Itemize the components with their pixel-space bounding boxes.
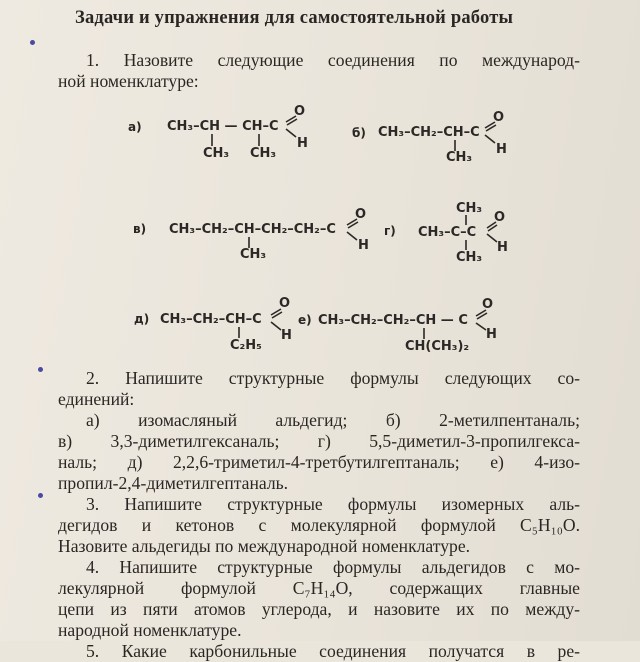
structure-b-label: б): [352, 126, 366, 140]
structure-e-substituent: CH(CH₃)₂: [405, 339, 470, 354]
task-4-line: 4. Напишите структурные формулы альдегидов с мо-: [86, 557, 580, 577]
structure-v-substituent: CH₃: [240, 247, 267, 262]
structure-b-substituent: CH₃: [446, 150, 473, 165]
structure-a-label: а): [128, 120, 142, 134]
structure-v-oxygen: O: [355, 207, 367, 222]
structure-b-main-chain: CH₃–CH₂–CH–C: [378, 125, 480, 140]
task-3-line: 3. Напишите структурные формулы изомерных аль-: [86, 494, 580, 514]
structure-a-substituent: CH₃: [203, 146, 230, 161]
pen-dot: [38, 367, 43, 372]
structure-g-label: г): [384, 224, 396, 238]
task-4-line: народной номенклатуре.: [58, 620, 242, 640]
structure-a-hydrogen: H: [297, 136, 308, 151]
task-2-line: наль; д) 2,2,6-триметил-4-третбутилгептаналь; е) 4-изо-: [58, 452, 580, 472]
structure-v-hydrogen: H: [358, 238, 369, 253]
structure-g-hydrogen: H: [497, 240, 508, 255]
task-3-line: дегидов и кетонов с молекулярной формулой C₅H₁₀O.: [58, 515, 580, 535]
pen-dot: [30, 40, 35, 45]
task-3: [58, 494, 580, 557]
task-2-line: а) изомасляный альдегид; б) 2-метилпентаналь;: [86, 410, 580, 430]
structure-d-substituent: C₂H₅: [230, 338, 262, 353]
structure-d-main-chain: CH₃–CH₂–CH–C: [160, 312, 262, 327]
page-heading: Задачи и упражнения для самостоятельной работы: [75, 8, 514, 28]
structure-e-main-chain: CH₃–CH₂–CH₂–CH — C: [318, 313, 468, 328]
structure-e-label: е): [298, 313, 312, 327]
structure-g-substituent: CH₃: [456, 250, 483, 265]
structure-b-oxygen: O: [493, 110, 505, 125]
structure-d-hydrogen: H: [281, 328, 292, 343]
structure-a-oxygen: O: [294, 104, 306, 119]
task-2: [58, 368, 580, 494]
task-1-line: ной номенклатуре:: [58, 71, 199, 91]
structure-a-main-chain: CH₃–CH — CH–C: [167, 119, 279, 134]
structure-d-label: д): [134, 312, 150, 326]
pen-dot: [38, 493, 43, 498]
task-1-line: 1. Назовите следующие соединения по международ-: [86, 50, 580, 70]
structure-a-substituent: CH₃: [250, 146, 277, 161]
structure-b-hydrogen: H: [496, 142, 507, 157]
task-2-line: пропил-2,4-диметилгептаналь.: [58, 473, 289, 493]
task-4-line: лекулярной формулой C₇H₁₄O, содержащих главные: [58, 578, 580, 598]
task-3-line: Назовите альдегиды по международной номенклатуре.: [58, 536, 471, 556]
structure-g-top-substituent: CH₃: [456, 201, 483, 216]
task-2-line: 2. Напишите структурные формулы следующих со-: [86, 368, 580, 388]
task-5: [58, 641, 580, 662]
structure-d-oxygen: O: [279, 296, 291, 311]
structure-v-main-chain: CH₃–CH₂–CH–CH₂–CH₂–C: [169, 222, 336, 237]
structure-v-label: в): [133, 222, 147, 236]
task-4-line: цепи из пяти атомов углерода, и назовите их по между-: [58, 599, 580, 619]
task-2-line: единений:: [58, 389, 135, 409]
task-5-line: 5. Какие карбонильные соединения получатся в ре-: [86, 641, 580, 661]
structure-g-oxygen: O: [494, 210, 506, 225]
structure-g-main-chain: CH₃–C–C: [418, 225, 477, 240]
structure-e-hydrogen: H: [486, 327, 497, 342]
task-2-line: в) 3,3-диметилгексаналь; г) 5,5-диметил-3-пропилгекса-: [58, 431, 580, 451]
task-4: [58, 557, 580, 641]
structure-e-oxygen: O: [482, 297, 494, 312]
